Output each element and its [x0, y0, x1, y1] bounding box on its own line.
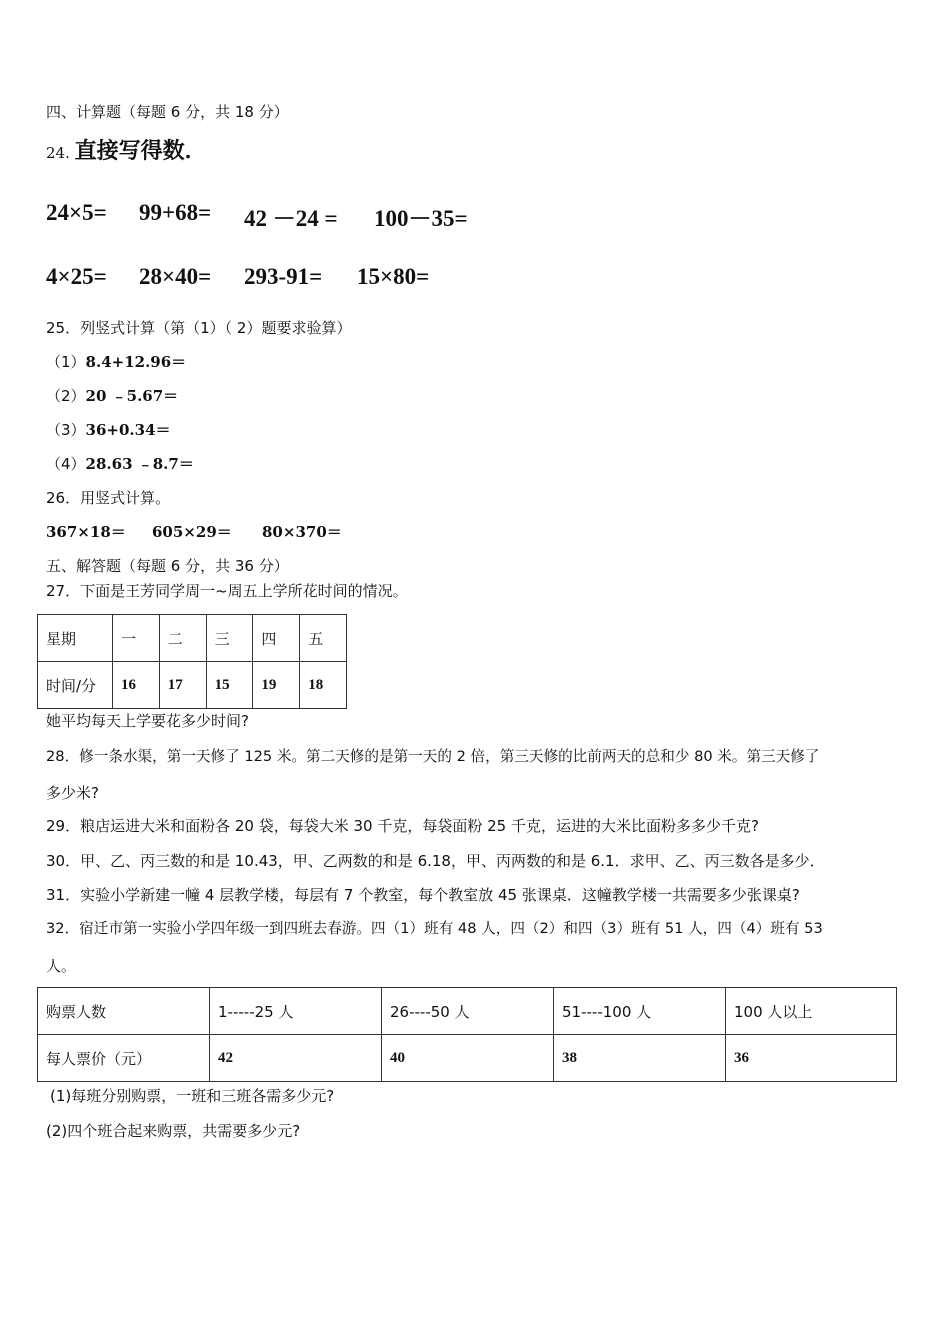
- q24-expr: 28×40=: [139, 264, 212, 289]
- q25-item-label: （2）: [46, 387, 86, 405]
- q27-table-row: [38, 662, 347, 709]
- q24-number: 24.: [46, 144, 70, 162]
- q24-title: [46, 138, 207, 167]
- q28-line1: 28．修一条水渠，第一天修了 125 米。第二天修的是第一天的 2 倍，第三天修的比前两天的总和少 80 米。第三天修了: [46, 748, 820, 765]
- section5-heading: 五、解答题（每题 6 分，共 36 分）: [46, 557, 289, 575]
- q32-table: [37, 987, 897, 1082]
- table-cell: 二: [159, 615, 206, 662]
- q32-line1: 32．宿迁市第一实验小学四年级一到四班去春游。四（1）班有 48 人，四（2）和四（3）班有 51 人，四（4）班有 53: [46, 920, 823, 937]
- q27-title: 27．下面是王芳同学周一~周五上学所花时间的情况。: [46, 582, 408, 600]
- q27-table-header-row: [38, 615, 347, 662]
- table-cell: 三: [206, 615, 253, 662]
- q32-table-row: [38, 1035, 897, 1082]
- q32-sub1: (1)每班分别购票，一班和三班各需多少元?: [50, 1087, 335, 1105]
- table-cell: 星期: [38, 615, 113, 662]
- q24-expr: 42 －24 =: [244, 206, 338, 231]
- table-cell: 100 人以上: [726, 988, 897, 1035]
- table-cell: 1-----25 人: [210, 988, 382, 1035]
- q26-expr: 367×18＝: [46, 523, 126, 541]
- q30: 30．甲、乙、丙三数的和是 10.43，甲、乙两数的和是 6.18，甲、丙两数的和是 6.1．求甲、乙、丙三数各是多少．: [46, 852, 825, 870]
- q31: 31．实验小学新建一幢 4 层教学楼，每层有 7 个教室，每个教室放 45 张课桌．这幢教学楼一共需要多少张课桌?: [46, 886, 800, 904]
- q32-sub2: (2)四个班合起来购票，共需要多少元?: [46, 1122, 301, 1140]
- q25-item-expr: 36+0.34＝: [85, 421, 171, 439]
- table-cell: 四: [253, 615, 300, 662]
- q25-item-expr: 20 ﹣5.67＝: [85, 387, 179, 405]
- q26-expr: 605×29＝: [152, 523, 232, 541]
- q24-expr: 4×25=: [46, 264, 107, 289]
- q25-item: [46, 454, 194, 474]
- table-cell: 15: [206, 662, 253, 709]
- table-cell: 38: [554, 1035, 726, 1082]
- table-cell: 时间/分: [38, 662, 113, 709]
- q25-item-label: （4）: [46, 455, 86, 473]
- q24-expr: 24×5=: [46, 200, 107, 225]
- section4-heading: 四、计算题（每题 6 分，共 18 分）: [46, 103, 289, 121]
- q25-title: 25．列竖式计算（第（1）（ 2）题要求验算）: [46, 319, 352, 337]
- q24-expr: 100－35=: [374, 206, 468, 231]
- q26-title: 26．用竖式计算。: [46, 489, 171, 507]
- q24-expr: 293-91=: [244, 264, 323, 289]
- table-cell: 42: [210, 1035, 382, 1082]
- table-cell: 40: [382, 1035, 554, 1082]
- q25-item: [46, 386, 178, 406]
- q25-item: [46, 420, 171, 440]
- q26-expr: 80×370＝: [262, 523, 342, 541]
- q25-item-expr: 28.63 ﹣8.7＝: [85, 455, 194, 473]
- q27-question: 她平均每天上学要花多少时间?: [46, 712, 249, 730]
- q32-line2: 人。: [46, 957, 77, 975]
- q25-item-expr: 8.4+12.96＝: [85, 353, 187, 371]
- table-cell: 16: [113, 662, 160, 709]
- q32-table-header-row: [38, 988, 897, 1035]
- table-cell: 36: [726, 1035, 897, 1082]
- q25-item-label: （3）: [46, 421, 86, 439]
- q24-heading: 直接写得数．: [74, 139, 207, 164]
- table-cell: 每人票价（元）: [38, 1035, 210, 1082]
- table-cell: 19: [253, 662, 300, 709]
- table-cell: 五: [300, 615, 347, 662]
- table-cell: 购票人数: [38, 988, 210, 1035]
- q24-expr: 99+68=: [139, 200, 212, 225]
- q24-expr: 15×80=: [357, 264, 430, 289]
- q25-item: [46, 352, 186, 372]
- q28-line2: 多少米?: [46, 784, 99, 802]
- table-cell: 17: [159, 662, 206, 709]
- table-cell: 51----100 人: [554, 988, 726, 1035]
- table-cell: 一: [113, 615, 160, 662]
- q27-table: [37, 614, 347, 709]
- table-cell: 18: [300, 662, 347, 709]
- q25-item-label: （1）: [46, 353, 86, 371]
- table-cell: 26----50 人: [382, 988, 554, 1035]
- q29: 29．粮店运进大米和面粉各 20 袋，每袋大米 30 千克，每袋面粉 25 千克，运进的大米比面粉多多少千克?: [46, 817, 759, 835]
